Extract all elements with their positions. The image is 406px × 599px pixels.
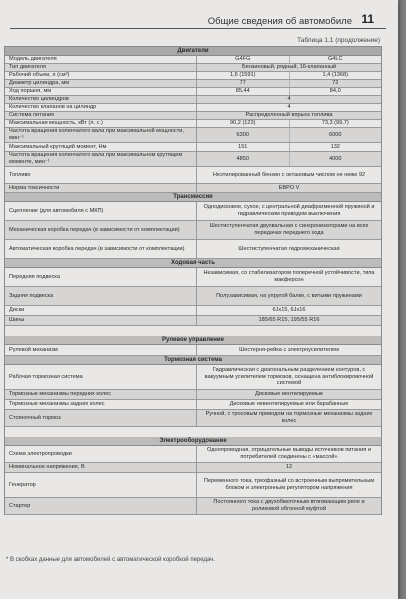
row-value: 1,6 (1591) <box>230 72 256 78</box>
header-rule <box>10 28 386 29</box>
row-value: Бензиновый, рядный, 16-клапанный <box>241 64 337 71</box>
table-row <box>5 463 381 473</box>
row-value: Дисковые невентилируемые или барабанные <box>229 401 349 407</box>
row-label: Ход поршня, мм <box>5 88 197 95</box>
table-row <box>5 80 381 88</box>
row-label: Количество клапанов на цилиндр <box>5 104 197 111</box>
row-label: Схема электропроводки <box>5 446 197 462</box>
row-value: 84,0 <box>289 88 382 95</box>
row-label: Рабочий объем, л (см³) <box>5 72 197 79</box>
table-row <box>5 400 381 410</box>
row-value: Неэтилированный бензин с октановым числом не ниже 92 <box>212 171 366 178</box>
row-value: Постоянного тока с двухобмоточным втягивающим реле и роликовой обгонной муфтой <box>213 499 365 512</box>
table-row <box>5 221 381 240</box>
table-row <box>5 306 381 316</box>
row-value: Гидравлическая с диагональным разделением контуров, с вакуумным усилителем тормозов, оснащена антиблокировочной системой <box>204 366 374 387</box>
section-transmission: Трансмиссия <box>5 193 381 202</box>
row-value: 72 <box>289 80 382 87</box>
row-value: 6Jx15, 6Jx16 <box>272 307 306 313</box>
row-label: Частота вращения коленчатого вала при максимальной мощности, мин⁻¹ <box>5 128 197 142</box>
row-value: Шестерня-рейка с электроусилителем <box>239 346 339 353</box>
table-row <box>5 202 381 221</box>
row-value: Дисковые вентилируемые <box>254 391 324 397</box>
row-label: Количество цилиндров <box>5 96 197 103</box>
footnote: * В скобках данные для автомобилей с автоматической коробкой передач. <box>6 557 215 563</box>
table-row <box>5 167 381 184</box>
row-value: 6000 <box>289 128 382 142</box>
row-label: Максимальный крутящий момент, Нм <box>5 143 197 151</box>
table-row <box>5 152 381 167</box>
table-row <box>5 128 381 143</box>
table-row <box>5 365 381 390</box>
section-brakes: Тормозная система <box>5 356 381 365</box>
table-row <box>5 268 381 287</box>
row-label: Задняя подвеска <box>5 287 197 305</box>
table-row <box>5 88 381 96</box>
row-label: Максимальная мощность, кВт (л. с.) <box>5 120 197 127</box>
row-value: ЕВРО V <box>278 184 300 191</box>
row-label: Сцепление (для автомобиля с МКП) <box>5 202 197 220</box>
row-label: Стартер <box>5 498 197 514</box>
row-value: 6300 <box>236 131 249 138</box>
row-label: Генератор <box>5 473 197 497</box>
row-value: 4 <box>287 96 291 103</box>
row-value: Шестиступенчатая гидромеханическая <box>238 245 340 252</box>
row-value: G4LC <box>289 56 382 63</box>
row-value: Переменного тока, трехфазный со встроенным выпрямительным блоком и электронным регулятором напряжения <box>203 478 375 491</box>
table-row <box>5 410 381 427</box>
row-value: Шестиступенчатая двухвальная с синхронизаторами на всех передачах переднего хода <box>209 223 369 236</box>
table-row <box>5 390 381 400</box>
table-row <box>5 345 381 356</box>
table-row <box>5 240 381 259</box>
section-chassis: Ходовая часть <box>5 259 381 268</box>
table-row <box>5 184 381 193</box>
table-row <box>5 120 381 128</box>
row-value: 4000 <box>289 152 382 166</box>
table-row <box>5 96 381 104</box>
section-electrical: Электрооборудование <box>5 437 381 446</box>
table-row <box>5 143 381 152</box>
row-label: Номинальное напряжение, В <box>5 463 197 472</box>
row-value: 4850 <box>236 155 249 162</box>
table-row <box>5 112 381 120</box>
row-value: Полузависимая, на упругой балке, с витыми пружинами <box>216 292 362 299</box>
row-value: G4FG <box>235 56 251 62</box>
page-header <box>0 6 398 32</box>
row-label: Автоматическая коробка передач (в зависимости от комплектации) <box>5 240 197 258</box>
row-value: Независимая, со стабилизатором поперечной устойчивости, типа макферсон <box>203 270 375 283</box>
row-label: Рабочая тормозная система <box>5 365 197 389</box>
row-value: 90,2 (123) <box>230 120 256 126</box>
spec-table <box>4 46 382 515</box>
section-engines: Двигатели <box>5 47 381 56</box>
row-label: Тормозные механизмы задних колес <box>5 400 197 409</box>
spacer <box>5 326 381 336</box>
table-row <box>5 56 381 64</box>
row-label: Диаметр цилиндра, мм <box>5 80 197 87</box>
row-value: 73,3 (99,7) <box>289 120 382 127</box>
spacer <box>5 427 381 437</box>
row-value: Ручной, с тросовым приводом на тормозные механизмы задних колес <box>205 411 373 424</box>
row-label: Механическая коробка передач (в зависимости от комплектации) <box>5 221 197 239</box>
table-row <box>5 498 381 515</box>
page-title: Общие сведения об автомобиле <box>207 16 352 27</box>
row-label: Тормозные механизмы передних колес <box>5 390 197 399</box>
row-label: Топливо <box>5 167 197 183</box>
row-label: Стояночный тормоз <box>5 410 197 426</box>
row-value: 185/65 R15, 195/55 R16 <box>258 317 320 323</box>
row-label: Тип двигателя <box>5 64 197 71</box>
row-value: 132 <box>289 143 382 151</box>
row-label: Модель двигателя <box>5 56 197 63</box>
row-label: Диски <box>5 306 197 315</box>
section-steering: Рулевое управление <box>5 336 381 345</box>
row-label: Норма токсичности <box>5 184 197 192</box>
table-row <box>5 316 381 326</box>
row-value: 12 <box>285 464 293 470</box>
row-label: Передняя подвеска <box>5 268 197 286</box>
table-row <box>5 64 381 72</box>
row-value: Однопроводная, отрицательные выводы источников питания и потребителей соединены с «массой» <box>207 447 371 460</box>
row-label: Рулевой механизм <box>5 345 197 355</box>
table-row <box>5 287 381 306</box>
row-label: Частота вращения коленчатого вала при максимальном крутящем моменте, мин⁻¹ <box>5 152 197 166</box>
table-caption: Таблица 1.1 (продолжение) <box>297 37 380 44</box>
row-label: Система питания <box>5 112 197 119</box>
table-row <box>5 473 381 498</box>
table-row <box>5 72 381 80</box>
row-label: Шины <box>5 316 197 325</box>
row-value: 85,44 <box>235 88 250 94</box>
row-value: 4 <box>287 104 291 111</box>
page-number: 11 <box>361 12 374 26</box>
row-value: 151 <box>238 143 248 150</box>
row-value: Распределенный впрыск топлива <box>245 112 333 119</box>
row-value: Однодисковое, сухое, с центральной диафрагменной пружиной и гидравлическим приводом выключения <box>203 204 375 217</box>
row-value: 1,4 (1368) <box>289 72 382 79</box>
table-row <box>5 446 381 463</box>
row-value: 77 <box>239 80 246 86</box>
table-row <box>5 104 381 112</box>
